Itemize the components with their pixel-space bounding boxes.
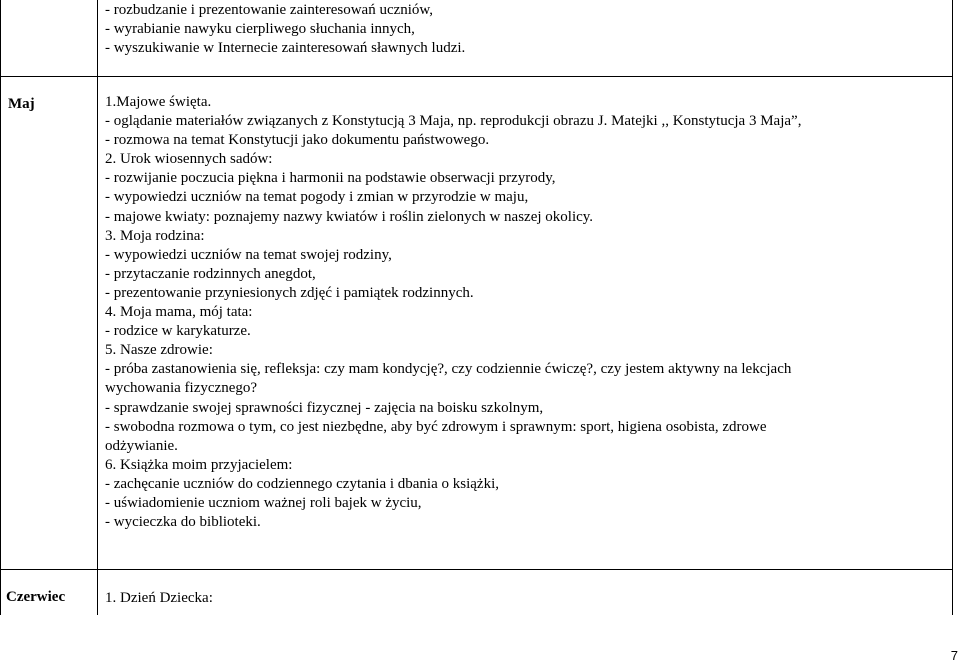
text-line: - wyszukiwanie w Internecie zainteresowań sławnych ludzi. bbox=[105, 40, 466, 57]
text-line: - wycieczka do biblioteki. bbox=[105, 514, 261, 531]
row-divider-maj-czerwiec bbox=[0, 569, 953, 570]
text-line: 4. Moja mama, mój tata: bbox=[105, 304, 253, 321]
text-line: - swobodna rozmowa o tym, co jest niezbędne, aby być zdrowym i sprawnym: sport, higiena osobista, zdrowe odżywianie. bbox=[105, 418, 767, 454]
text-line: - wyrabianie nawyku cierpliwego słuchania innych, bbox=[105, 21, 415, 38]
column-divider bbox=[97, 0, 98, 615]
text-line: - uświadomienie uczniom ważnej roli bajek w życiu, bbox=[105, 494, 422, 511]
text-line: - przytaczanie rodzinnych anegdot, bbox=[105, 265, 316, 282]
row-divider-top-maj bbox=[0, 76, 953, 77]
table-left-border bbox=[0, 0, 1, 615]
text-line: 3. Moja rodzina: bbox=[105, 227, 205, 244]
text-line: - rozbudzanie i prezentowanie zainteresowań uczniów, bbox=[105, 2, 434, 18]
month-label-czerwiec: Czerwiec bbox=[6, 589, 66, 605]
text-line: - rodzice w karykaturze. bbox=[105, 323, 251, 340]
month-label-maj: Maj bbox=[8, 96, 35, 112]
text-line: 2. Urok wiosennych sadów: bbox=[105, 151, 273, 168]
text-line: 5. Nasze zdrowie: bbox=[105, 342, 213, 359]
table-right-border bbox=[952, 0, 953, 615]
text-line: - sprawdzanie swojej sprawności fizycznej - zajęcia na boisku szkolnym, bbox=[105, 399, 544, 416]
text-line: - wypowiedzi uczniów na temat pogody i zmian w przyrodzie w maju, bbox=[105, 189, 529, 206]
text-line: - zachęcanie uczniów do codziennego czytania i dbania o książki, bbox=[105, 475, 499, 492]
text-line: - oglądanie materiałów związanych z Konstytucją 3 Maja, np. reprodukcji obrazu J. Matejki ,, Konstytucja 3 Maja”, bbox=[105, 113, 802, 130]
text-line: 1. Dzień Dziecka: bbox=[105, 590, 213, 606]
text-line: - rozwijanie poczucia piękna i harmonii na podstawie obserwacji przyrody, bbox=[105, 170, 556, 187]
text-line: 1.Majowe święta. bbox=[105, 94, 212, 110]
text-line: 6. Książka moim przyjacielem: bbox=[105, 456, 293, 473]
text-line: - majowe kwiaty: poznajemy nazwy kwiatów i roślin zielonych w naszej okolicy. bbox=[105, 208, 594, 225]
text-line: - wypowiedzi uczniów na temat swojej rodziny, bbox=[105, 246, 392, 263]
text-line: - prezentowanie przyniesionych zdjęć i pamiątek rodzinnych. bbox=[105, 284, 474, 301]
text-line: - próba zastanowienia się, refleksja: czy mam kondycję?, czy codziennie ćwiczę?, czy jestem aktywny na lekcjach wychowania fizycznego? bbox=[105, 361, 792, 397]
top-row-content bbox=[105, 1, 950, 58]
czerwiec-content bbox=[105, 589, 950, 608]
page-number: 7 bbox=[950, 648, 958, 663]
text-line: - rozmowa na temat Konstytucji jako dokumentu państwowego. bbox=[105, 132, 490, 149]
maj-content bbox=[105, 93, 950, 532]
